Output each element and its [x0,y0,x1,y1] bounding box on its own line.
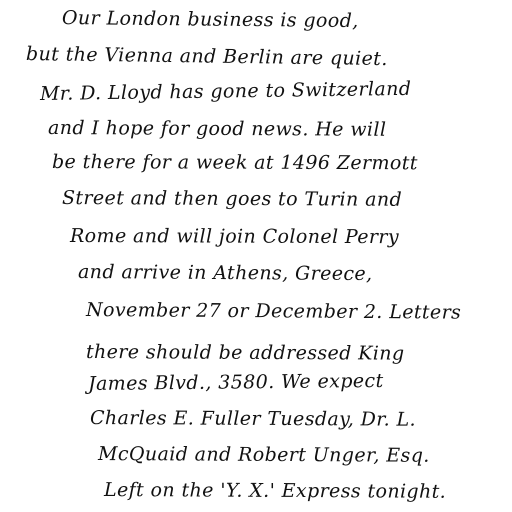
note-line: November 27 or December 2. Letters [85,299,462,324]
note-line: James Blvd., 3580. We expect [87,369,384,395]
note-line: be there for a week at 1496 Zermott [51,151,418,175]
note-line: Rome and will join Colonel Perry [69,225,400,249]
note-line: Our London business is good, [61,7,359,33]
note-line: but the Vienna and Berlin are quiet. [25,43,388,71]
note-line: Mr. D. Lloyd has gone to Switzerland [39,77,412,105]
note-line: McQuaid and Robert Unger, Esq. [97,443,430,467]
note-line: and I hope for good news. He will [47,117,387,141]
note-line: Left on the 'Y. X.' Express tonight. [103,479,447,503]
note-line: Charles E. Fuller Tuesday, Dr. L. [89,407,417,431]
note-line: Street and then goes to Turin and [61,187,403,211]
note-line: and arrive in Athens, Greece, [77,261,373,286]
note-line: there should be addressed King [85,341,405,365]
